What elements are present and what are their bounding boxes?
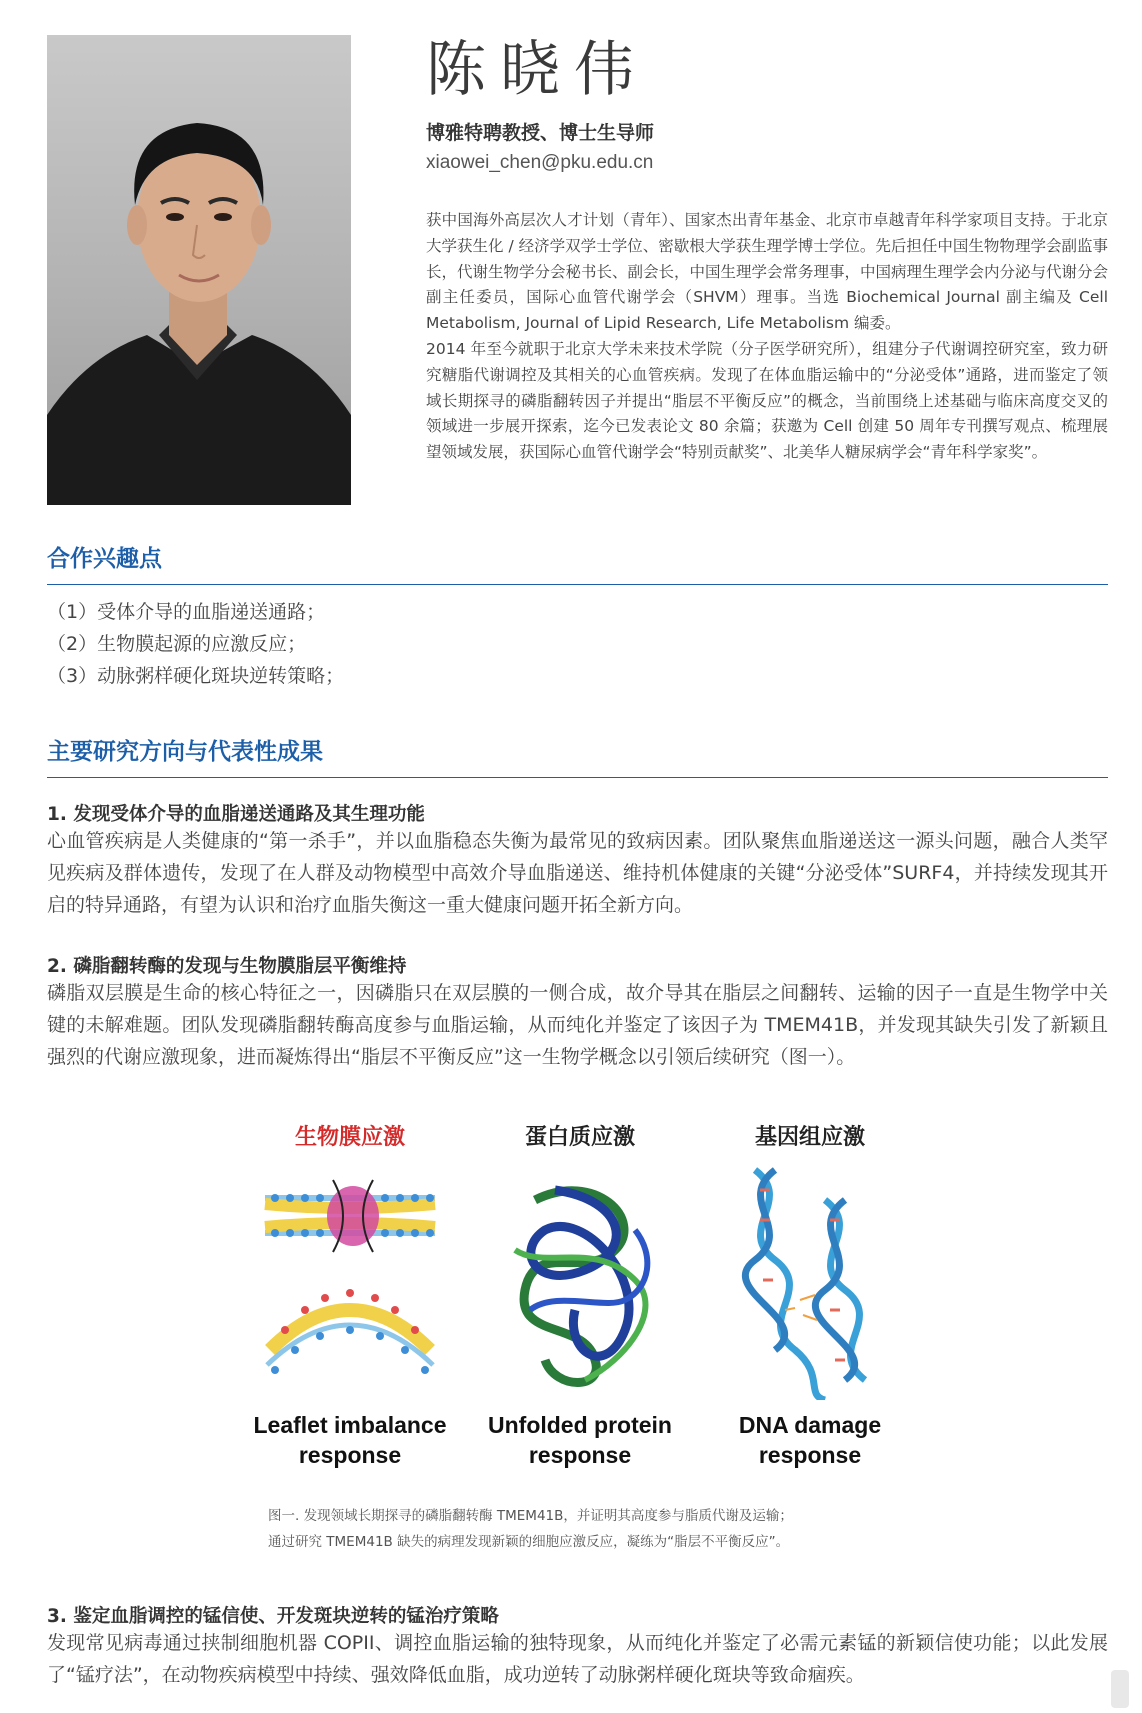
interest-item: （1）受体介导的血脂递送通路； — [47, 601, 326, 623]
figure-panel-label: Leaflet imbalance response — [253, 1412, 447, 1468]
figure-caption-line: 图一. 发现领域长期探寻的磷脂翻转酶 TMEM41B，并证明其高度参与脂质代谢及运输； — [268, 1508, 793, 1524]
research-item-title: 3. 鉴定血脂调控的锰信使、开发斑块逆转的锰治疗策略 — [47, 1606, 499, 1627]
figure-panel-dna — [695, 1110, 925, 1510]
figure-panel-label: Unfolded protein response — [488, 1412, 672, 1468]
membrane-illustration-icon — [245, 1160, 455, 1400]
research-heading: 主要研究方向与代表性成果 — [47, 737, 1108, 778]
figure-panel-membrane — [235, 1110, 465, 1510]
profile-email[interactable]: xiaowei_chen@pku.edu.cn — [426, 152, 654, 173]
dna-illustration-icon — [705, 1160, 915, 1400]
figure-panel-protein — [465, 1110, 695, 1510]
bio-paragraph: 2014 年至今就职于北京大学未来技术学院（分子医学研究所），组建分子代谢调控研究室，致力研究糖脂代谢调控及其相关的心血管疾病。发现了在体血脂运输中的“分泌受体”通路，进而鉴定了领域长期探寻的磷脂翻转因子并提出“脂层不平衡反应”的概念，当前围绕上述基础与临床高度交叉的领域进一步展开探索，迄今已发表论文 80 余篇；获邀为 Cell 创建 50 周年专刊撰写观点、梳理展望领域发展，获国际心血管代谢学会“特别贡献奖”、北美华人糖尿病学会“青年科学家奖”。 — [426, 339, 1108, 462]
figure-panel-heading: 生物膜应激 — [294, 1125, 405, 1150]
research-item-body: 磷脂双层膜是生命的核心特征之一，因磷脂只在双层膜的一侧合成，故介导其在脂层之间翻转、运输的因子一直是生物学中关键的未解难题。团队发现磷脂翻转酶高度参与血脂运输，从而纯化并鉴定了该因子为 TMEM41B，并发现其缺失引发了新颖且强烈的代谢应激现象，进而凝炼得出“脂层不平衡反应”这一生物学概念以引领后续研究（图一）。 — [47, 982, 1108, 1068]
profile-name: 陈晓伟 — [426, 35, 648, 105]
figure-1 — [235, 1110, 925, 1510]
scroll-thumb[interactable] — [1111, 1670, 1129, 1708]
protein-illustration-icon — [475, 1160, 685, 1400]
figure-panel-heading: 蛋白质应激 — [524, 1125, 635, 1150]
person-illustration — [47, 35, 351, 505]
research-item-body: 心血管疾病是人类健康的“第一杀手”，并以血脂稳态失衡为最常见的致病因素。团队聚焦血脂递送这一源头问题，融合人类罕见疾病及群体遗传，发现了在人群及动物模型中高效介导血脂递送、维持机体健康的关键“分泌受体”SURF4，并持续发现其开启的特异通路，有望为认识和治疗血脂失衡这一重大健康问题开拓全新方向。 — [47, 830, 1108, 916]
research-item-title: 1. 发现受体介导的血脂递送通路及其生理功能 — [47, 804, 425, 825]
research-item-title: 2. 磷脂翻转酶的发现与生物膜脂层平衡维持 — [47, 956, 407, 977]
bio-paragraph: 获中国海外高层次人才计划（青年）、国家杰出青年基金、北京市卓越青年科学家项目支持。于北京大学获生化 / 经济学双学士学位、密歇根大学获生理学博士学位。先后担任中国生物物理学会副监事长，代谢生物学分会秘书长、副会长，中国生理学会常务理事，中国病理生理学会内分泌与代谢分会副主任委员，国际心血管代谢学会（SHVM）理事。当选 Biochemical Journal 副主编及 Cell Metabolism, Journal of Lipid Research, Life Metabolism 编委。 — [426, 211, 1109, 333]
interest-item: （2）生物膜起源的应激反应； — [47, 633, 307, 655]
interest-item: （3）动脉粥样硬化斑块逆转策略； — [47, 665, 345, 687]
portrait-photo — [47, 35, 351, 505]
figure-caption — [268, 1503, 793, 1555]
figure-panel-label: DNA damage response — [738, 1412, 882, 1468]
profile-bio — [426, 208, 1108, 466]
research-item-body: 发现常见病毒通过挟制细胞机器 COPII、调控血脂运输的独特现象，从而纯化并鉴定了必需元素锰的新颖信使功能；以此发展了“锰疗法”，在动物疾病模型中持续、强效降低血脂，成功逆转了动脉粥样硬化斑块等致命痼疾。 — [47, 1632, 1108, 1686]
interests-heading: 合作兴趣点 — [47, 544, 1108, 585]
figure-panel-heading: 基因组应激 — [754, 1125, 865, 1150]
profile-title: 博雅特聘教授、博士生导师 — [426, 122, 655, 144]
figure-caption-line: 通过研究 TMEM41B 缺失的病理发现新颖的细胞应激反应，凝练为“脂层不平衡反应”。 — [268, 1534, 790, 1550]
